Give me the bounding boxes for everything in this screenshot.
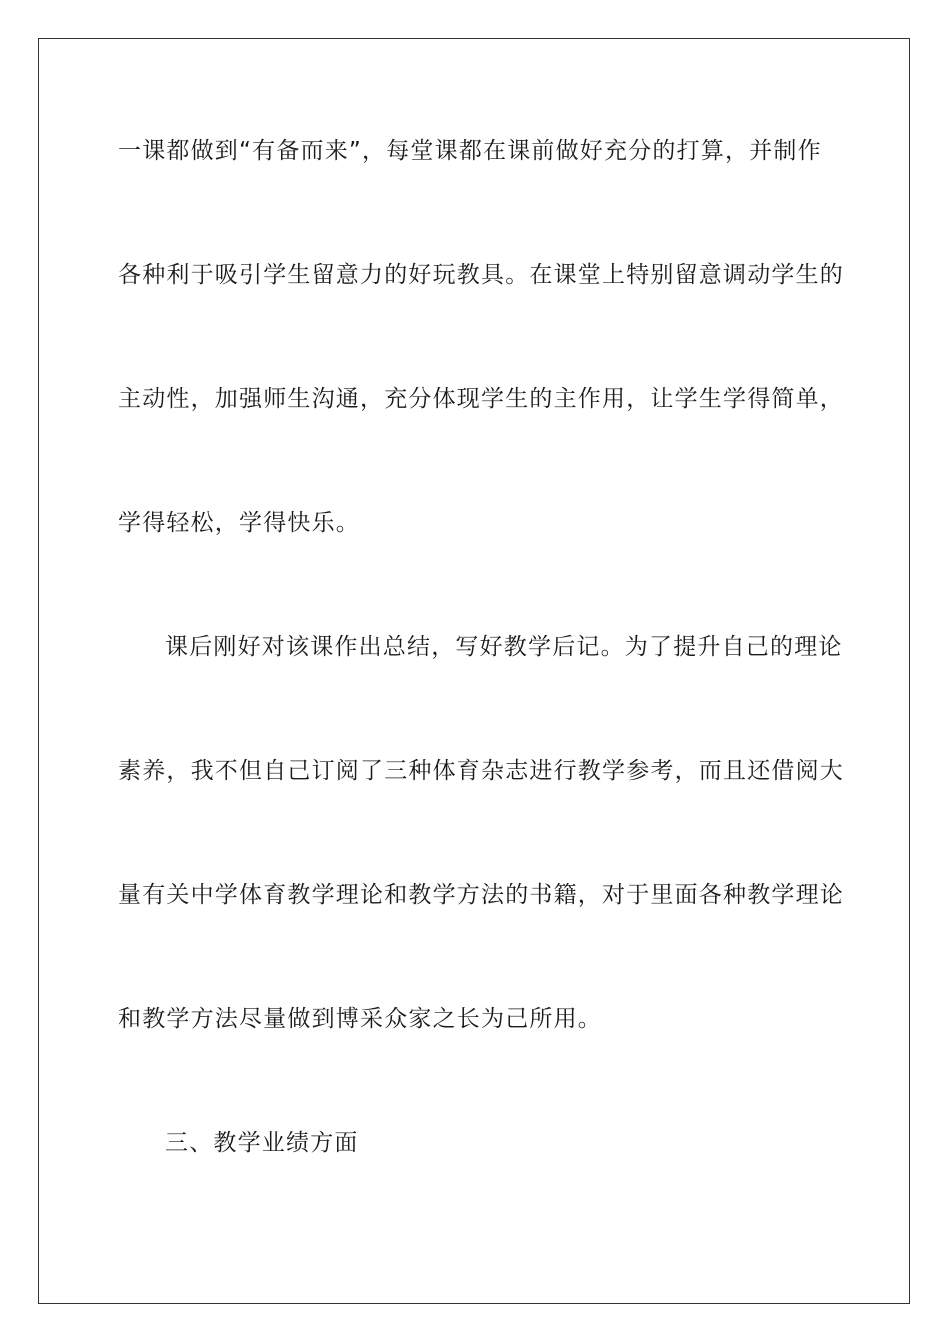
paragraph-line-1: 一课都做到“有备而来”，每堂课都在课前做好充分的打算，并制作: [118, 138, 822, 164]
paragraph-line-6: 素养，我不但自己订阅了三种体育杂志进行教学参考，而且还借阅大: [118, 758, 844, 784]
paragraph-line-3: 主动性，加强师生沟通，充分体现学生的主作用，让学生学得简单，: [118, 386, 844, 412]
paragraph-line-5: 课后刚好对该课作出总结，写好教学后记。为了提升自己的理论: [165, 634, 843, 660]
paragraph-line-7: 量有关中学体育教学理论和教学方法的书籍，对于里面各种教学理论: [118, 882, 844, 908]
section-heading: 三、教学业绩方面: [165, 1130, 359, 1156]
paragraph-line-2: 各种利于吸引学生留意力的好玩教具。在课堂上特别留意调动学生的: [118, 262, 844, 288]
paragraph-line-4: 学得轻松，学得快乐。: [118, 510, 360, 536]
page-border: [38, 38, 910, 1304]
paragraph-line-8: 和教学方法尽量做到博采众家之长为己所用。: [118, 1006, 602, 1032]
